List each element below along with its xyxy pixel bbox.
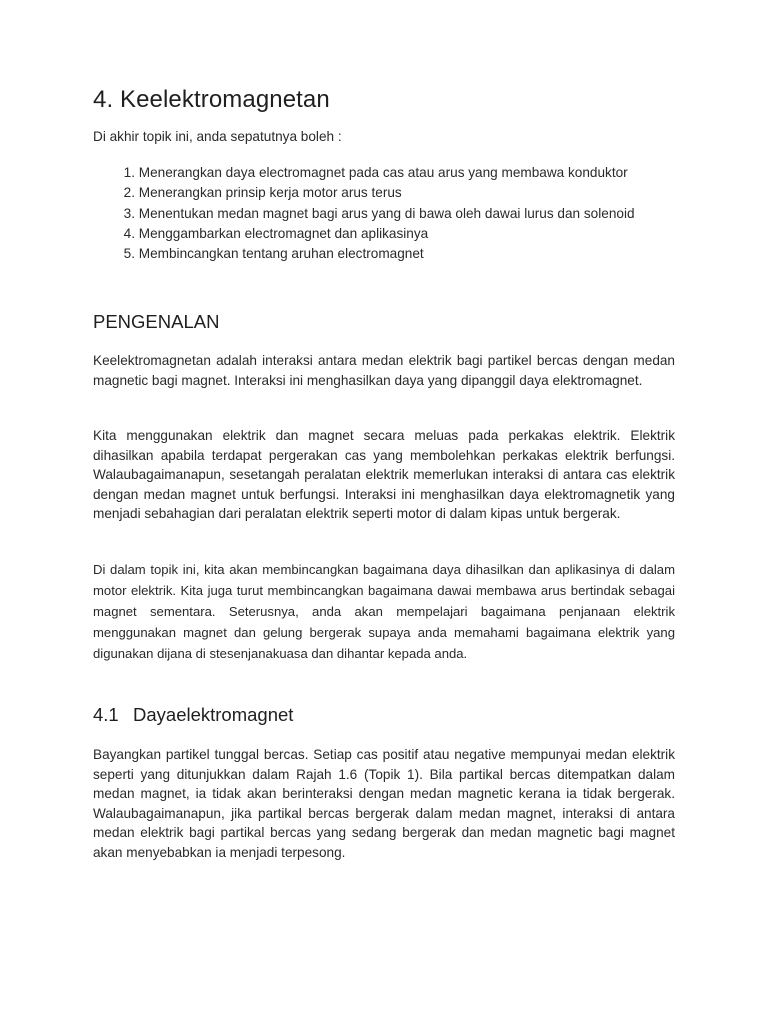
objectives-intro: Di akhir topik ini, anda sepatutnya boleh : bbox=[93, 129, 342, 144]
section-title: Dayaelektromagnet bbox=[133, 704, 294, 725]
objective-number: 1. bbox=[123, 165, 135, 180]
section-heading-4-1 bbox=[93, 704, 293, 726]
paragraph: Kita menggunakan elektrik dan magnet secara meluas pada perkakas elektrik. Elektrik dihasilkan apabila terdapat pergerakan cas yang membolehkan perkakas elektrik berfungsi. Walaubagaimanapun, sesetangah peralatan elektrik memerlukan interaksi di antara cas elektrik dengan medan magnet untuk berfungsi. Interaksi ini menghasilkan daya elektromagnetik yang menjadi sebahagian dari peralatan elektrik seperti motor di dalam kipas untuk bergerak. bbox=[93, 428, 675, 522]
objectives-list bbox=[93, 163, 635, 264]
objective-item bbox=[93, 204, 635, 224]
paragraph: Bayangkan partikel tunggal bercas. Setiap cas positif atau negative mempunyai medan elektrik seperti yang ditunjukkan dalam Rajah 1.6 (Topik 1). Bila partikal bercas ditempatkan dalam medan magnet, ia tidak akan berinteraksi dengan medan magnetic kerana ia tidak bergerak. Walaubagaimanapun, jika partikal bercas bergerak dalam medan magnet, interaksi di antara medan elektrik bagi partikal bercas yang sedang bergerak dan medan magnetic bagi magnet akan menyebabkan ia menjadi terpesong. bbox=[93, 747, 675, 860]
section-heading-pengenalan: PENGENALAN bbox=[93, 311, 220, 332]
objective-number: 4. bbox=[123, 225, 135, 241]
objective-text: Menerangkan daya electromagnet pada cas atau arus yang membawa konduktor bbox=[138, 165, 628, 180]
objective-number: 3. bbox=[123, 205, 135, 221]
objective-item bbox=[93, 244, 635, 264]
objective-text: Menerangkan prinsip kerja motor arus terus bbox=[138, 185, 402, 201]
paragraph: Keelektromagnetan adalah interaksi antara medan elektrik bagi partikel bercas dengan medan magnetic bagi magnet. Interaksi ini menghasilkan daya yang dipanggil daya elektromagnet. bbox=[93, 353, 675, 388]
section-number: 4.1 bbox=[93, 704, 119, 725]
objective-number: 2. bbox=[123, 185, 135, 201]
objective-number: 5. bbox=[123, 246, 135, 262]
objective-item bbox=[93, 224, 635, 244]
objective-text: Menentukan medan magnet bagi arus yang di bawa oleh dawai lurus dan solenoid bbox=[138, 205, 635, 221]
objective-text: Membincangkan tentang aruhan electromagnet bbox=[138, 246, 424, 262]
chapter-title: 4. Keelektromagnetan bbox=[93, 86, 330, 113]
objective-item bbox=[93, 183, 635, 203]
paragraph: Di dalam topik ini, kita akan membincangkan bagaimana daya dihasilkan dan aplikasinya di dalam motor elektrik. Kita juga turut membincangkan bagaimana dawai membawa arus bertindak sebagai magnet sementara. Seterusnya, anda akan mempelajari bagaimana penjanaan elektrik menggunakan magnet dan gelung bergerak supaya anda memahami bagaimana elektrik yang digunakan dijana di stesenjanakuasa dan dihantar kepada anda. bbox=[93, 562, 675, 661]
objective-item bbox=[93, 163, 635, 183]
objective-text: Menggambarkan electromagnet dan aplikasinya bbox=[138, 225, 429, 241]
